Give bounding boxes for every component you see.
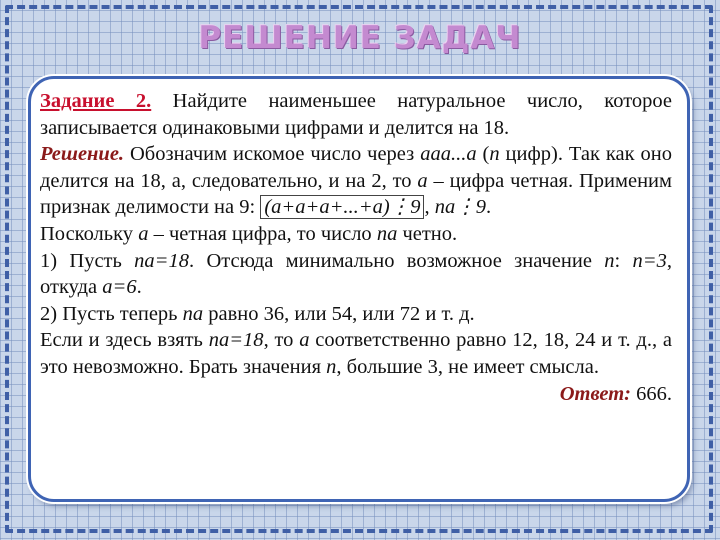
- case1-m1: na=18: [134, 249, 190, 272]
- solution-label: Решение.: [40, 143, 125, 166]
- solution-text-4: – цифра четная. Применим признак делимости на 9:: [40, 169, 672, 219]
- solution-math-1: aaa...a: [420, 143, 477, 166]
- case1-m3: n=3: [632, 249, 667, 272]
- case1-t2: . Отсюда минимально возможное значение: [189, 249, 605, 272]
- task-label: Задание 2.: [40, 90, 152, 112]
- solution-paragraph: [40, 141, 672, 221]
- solution-math-3: a: [417, 169, 428, 192]
- concl-m3: n: [326, 355, 337, 378]
- case1-t1: 1) Пусть: [40, 249, 135, 272]
- parity-t1: Поскольку: [40, 222, 139, 245]
- case2-t1: 2) Пусть теперь: [40, 302, 183, 325]
- solution-math-5: na⋮9: [434, 196, 486, 219]
- task-paragraph: [40, 88, 672, 141]
- case-2-paragraph: [40, 301, 672, 328]
- slide-title: РЕШЕНИЕ ЗАДАЧ: [198, 20, 522, 56]
- concl-m2: a: [299, 329, 310, 352]
- problem-text: [40, 88, 672, 407]
- parity-m1: a: [138, 222, 149, 245]
- parity-line: [40, 221, 672, 248]
- answer: [560, 381, 672, 408]
- case2-t2: равно 36, или 54, или 72 и т. д.: [203, 302, 475, 325]
- solution-text-2: (: [476, 143, 490, 166]
- task-text: Найдите наименьшее натуральное число, которое записывается одинаковыми цифрами и делится на 18.: [40, 90, 672, 139]
- case1-t5: .: [136, 276, 142, 299]
- parity-m2: na: [376, 222, 398, 245]
- concl-t4: , большие 3, не имеет смысла.: [336, 355, 599, 378]
- parity-t2: – четная цифра, то число: [148, 222, 377, 245]
- concl-t3: соответственно равно 12, 18, 24 и т. д., а это невозможно. Брать значения: [40, 329, 672, 378]
- divisibility-expression: (a+a+a+...+a)⋮9: [260, 195, 424, 219]
- solution-math-2: n: [489, 143, 500, 166]
- case1-m4: a=6: [102, 276, 137, 299]
- solution-text-6: .: [485, 196, 492, 219]
- solution-text-3: цифр). Так как оно делится на 18, а, следовательно, и на 2, то: [40, 143, 672, 192]
- case-1-paragraph: [40, 248, 672, 301]
- case1-t4: , откуда: [40, 249, 672, 299]
- case2-m1: na: [182, 302, 204, 325]
- concl-m1: na=18: [208, 329, 264, 352]
- answer-label: Ответ:: [559, 382, 631, 405]
- concl-t1: Если и здесь взять: [40, 329, 209, 352]
- case1-t3: :: [614, 249, 633, 272]
- parity-t3: четно.: [397, 222, 458, 245]
- solution-text-1: Обозначим искомое число через: [124, 143, 421, 166]
- case1-m2: n: [604, 249, 615, 272]
- solution-text-5: ,: [424, 196, 435, 219]
- concl-t2: , то: [263, 329, 300, 352]
- conclusion-paragraph: [40, 327, 672, 405]
- answer-value: 666.: [631, 382, 672, 405]
